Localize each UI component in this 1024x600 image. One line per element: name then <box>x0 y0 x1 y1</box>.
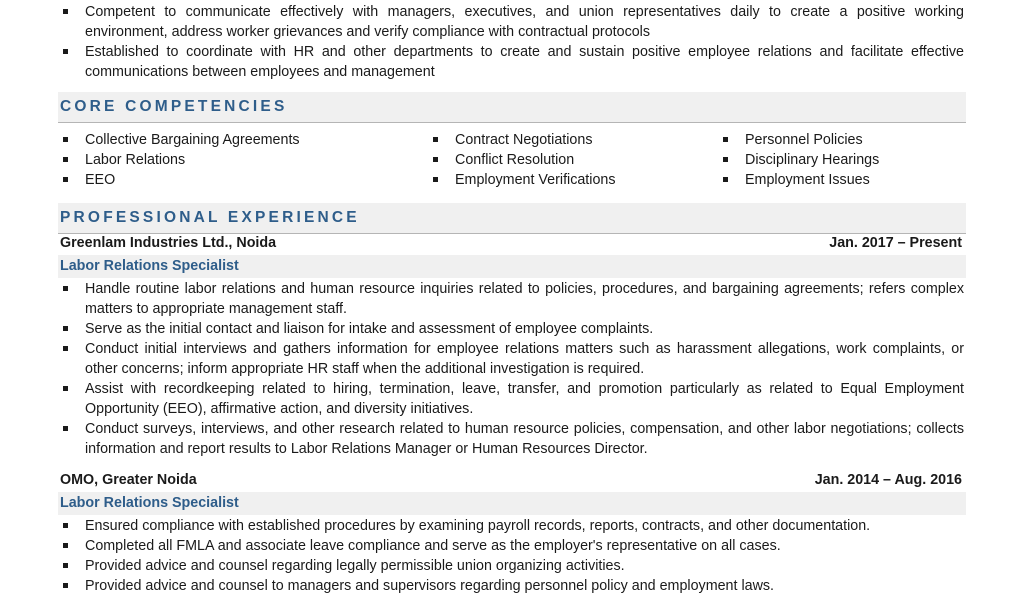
core-competencies-header <box>58 92 966 123</box>
job-bullet-list <box>60 516 964 596</box>
job-dates: Jan. 2014 – Aug. 2016 <box>814 472 962 488</box>
list-item: Ensured compliance with established procedures by examining payroll records, reports, contracts, and other documentation. <box>60 516 964 536</box>
company-name: Greenlam Industries Ltd., Noida <box>60 235 277 251</box>
job-title-bar <box>58 255 966 278</box>
list-item: Personnel Policies <box>720 130 960 150</box>
list-item: Collective Bargaining Agreements <box>60 130 400 150</box>
list-item: Serve as the initial contact and liaison for intake and assessment of employee complaints. <box>60 319 964 339</box>
job-title: Labor Relations Specialist <box>60 495 239 511</box>
job-bullet-list <box>60 279 964 459</box>
job-header <box>58 233 966 256</box>
section-title: PROFESSIONAL EXPERIENCE <box>60 209 360 226</box>
list-item: Competent to communicate effectively with managers, executives, and union representatives daily to create a positive working environment, address worker grievances and verify compliance with contractual protocols <box>60 2 964 42</box>
list-item: Conflict Resolution <box>430 150 700 170</box>
list-item: EEO <box>60 170 400 190</box>
list-item: Disciplinary Hearings <box>720 150 960 170</box>
competency-column-3 <box>720 130 960 190</box>
competency-column-1 <box>60 130 400 190</box>
company-name: OMO, Greater Noida <box>60 472 197 488</box>
summary-bullet-list <box>60 0 964 82</box>
list-item: Conduct initial interviews and gathers information for employee relations matters such as harassment allegations, work complaints, or other concerns; inform appropriate HR staff when the additional investigation is required. <box>60 339 964 379</box>
job-header <box>58 470 966 493</box>
list-item: Completed all FMLA and associate leave compliance and serve as the employer's representative on all cases. <box>60 536 964 556</box>
job-title: Labor Relations Specialist <box>60 258 239 274</box>
competency-column-2 <box>430 130 700 190</box>
list-item: Employment Verifications <box>430 170 700 190</box>
list-item: Provided advice and counsel regarding legally permissible union organizing activities. <box>60 556 964 576</box>
professional-experience-header <box>58 203 966 234</box>
list-item: Employment Issues <box>720 170 960 190</box>
list-item: Contract Negotiations <box>430 130 700 150</box>
list-item: Assist with recordkeeping related to hiring, termination, leave, transfer, and promotion particularly as related to Equal Employment Opportunity (EEO), affirmative action, and diversity initiatives. <box>60 379 964 419</box>
list-item: Handle routine labor relations and human resource inquiries related to policies, procedures, and bargaining agreements; refers complex matters to appropriate management staff. <box>60 279 964 319</box>
list-item: Provided advice and counsel to managers and supervisors regarding personnel policy and employment laws. <box>60 576 964 596</box>
job-dates: Jan. 2017 – Present <box>829 235 962 251</box>
list-item: Conduct surveys, interviews, and other research related to human resource policies, compensation, and other labor negotiations; collects information and report results to Labor Relations Manager or Human Resources Director. <box>60 419 964 459</box>
list-item: Labor Relations <box>60 150 400 170</box>
section-title: CORE COMPETENCIES <box>60 98 288 115</box>
list-item: Established to coordinate with HR and other departments to create and sustain positive employee relations and facilitate effective communications between employees and management <box>60 42 964 82</box>
job-title-bar <box>58 492 966 515</box>
